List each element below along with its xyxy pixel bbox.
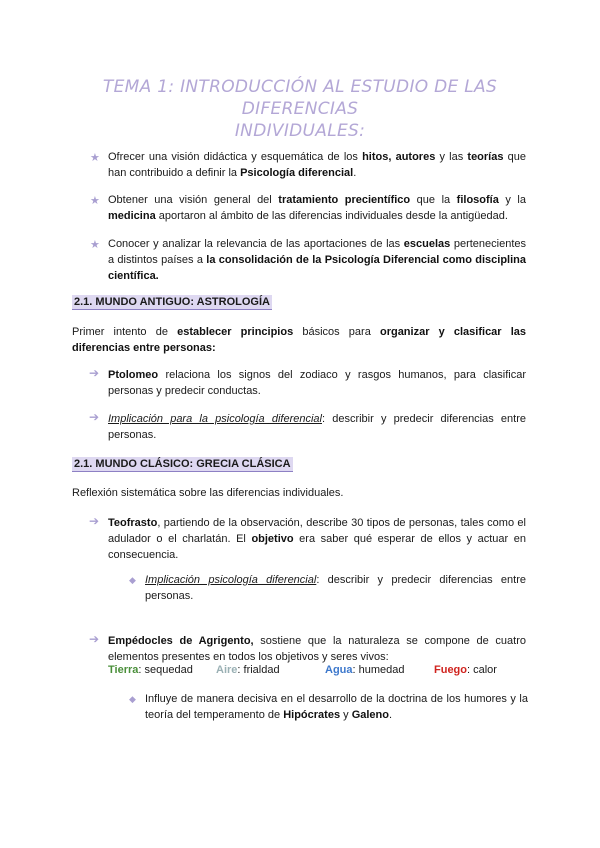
text: básicos para [293,326,380,338]
text: y la [498,194,526,206]
section2-intro: Reflexión sistemática sobre las diferencias individuales. [72,487,344,499]
bold-text: filosofía [456,194,499,206]
element-tierra [108,662,193,678]
star-bullet-icon: ★ [90,152,100,164]
text: Ofrecer una visión didáctica y esquemática de los [108,151,363,163]
text: era saber qué esperar de ellos y actuar en consecuencia. [108,533,526,561]
bold-text: organizar y clasificar las diferencias entre personas: [72,326,527,354]
teofrasto-implicacion [145,572,526,604]
element-name: Agua [325,664,353,676]
bold-text: objetivo [251,533,294,545]
element-desc: : calor [467,664,497,676]
implicacion-item [108,411,526,443]
teofrasto-item [108,515,526,563]
star-bullet-icon: ★ [90,195,100,207]
text: Influye de manera decisiva en el desarrollo de la doctrina de los humores y la teoría del temperamento de [145,693,528,721]
empedocles-item [108,633,526,665]
text: : describir y predecir diferencias entre personas. [145,574,526,602]
text: y [340,709,352,721]
arrow-bullet-icon: ➔ [89,632,100,646]
page-title [60,76,540,142]
text: pertenecientes a distintos países a [108,238,526,266]
element-aire [216,662,280,678]
arrow-bullet-icon: ➔ [89,366,100,380]
humores-item [145,691,528,723]
bold-text: hitos, autores [362,151,436,163]
diamond-bullet-icon: ◆ [129,575,136,585]
element-name: Tierra [108,664,139,676]
objective-item [108,192,526,224]
text: y las [435,151,468,163]
section1-intro [72,324,526,356]
bold-text: Psicología diferencial [240,167,354,179]
bold-text: teorías [467,151,504,163]
bold-text: Galeno [351,709,389,721]
element-name: Fuego [434,664,467,676]
element-name: Aire [216,664,238,676]
text: sostiene que la naturaleza se compone de cuatro elementos presentes en todos los objetivos y seres vivos: [108,635,526,663]
underlined-text: Implicación para la psicología diferencial [108,413,322,425]
text: que la [410,194,457,206]
element-fuego [434,662,497,678]
star-bullet-icon: ★ [90,239,100,251]
bold-text: escuelas [403,238,451,250]
underlined-text: Implicación psicología diferencial [145,574,317,586]
text: : describir y predecir diferencias entre personas. [108,413,526,441]
bold-text: medicina [108,210,156,222]
element-desc: : frialdad [237,664,280,676]
text: Conocer y analizar la relevancia de las aportaciones de las [108,238,404,250]
text: relaciona los signos del zodiaco y rasgos humanos, para clasificar personas y predecir conductas. [108,369,526,397]
text: Obtener una visión general del [108,194,279,206]
arrow-bullet-icon: ➔ [89,514,100,528]
section-heading-grecia: 2.1. MUNDO CLÁSICO: GRECIA CLÁSICA [74,458,291,470]
ptolomeo-item [108,367,526,399]
section-heading-astrologia: 2.1. MUNDO ANTIGUO: ASTROLOGÍA [74,296,270,308]
text: , partiendo de la observación, describe 30 tipos de personas, tales como el adulador o el charlatán. El [108,517,526,545]
text: . [353,167,357,179]
bold-text: Ptolomeo [108,369,159,381]
objective-item [108,236,526,284]
bold-text: Teofrasto [108,517,158,529]
arrow-bullet-icon: ➔ [89,410,100,424]
element-agua [325,662,404,678]
bold-text: tratamiento precientífico [278,194,411,206]
bold-text: Empédocles de Agrigento, [108,635,254,647]
title-line-2: INDIVIDUALES: [234,121,366,141]
element-desc: : humedad [352,664,405,676]
title-line-1: TEMA 1: INTRODUCCIÓN AL ESTUDIO DE LAS DIFERENCIAS [102,77,498,119]
objective-item [108,149,526,181]
text: aportaron al ámbito de las diferencias individuales desde la antigüedad. [155,210,508,222]
text: Primer intento de [72,326,178,338]
text: que han contribuido a definir la [108,151,527,179]
diamond-bullet-icon: ◆ [129,694,136,704]
bold-text: establecer principios [177,326,294,338]
bold-text: Hipócrates [283,709,341,721]
text: . [388,709,393,721]
bold-text: la consolidación de la Psicología Diferencial como disciplina científica. [108,254,526,282]
element-desc: : sequedad [138,664,193,676]
